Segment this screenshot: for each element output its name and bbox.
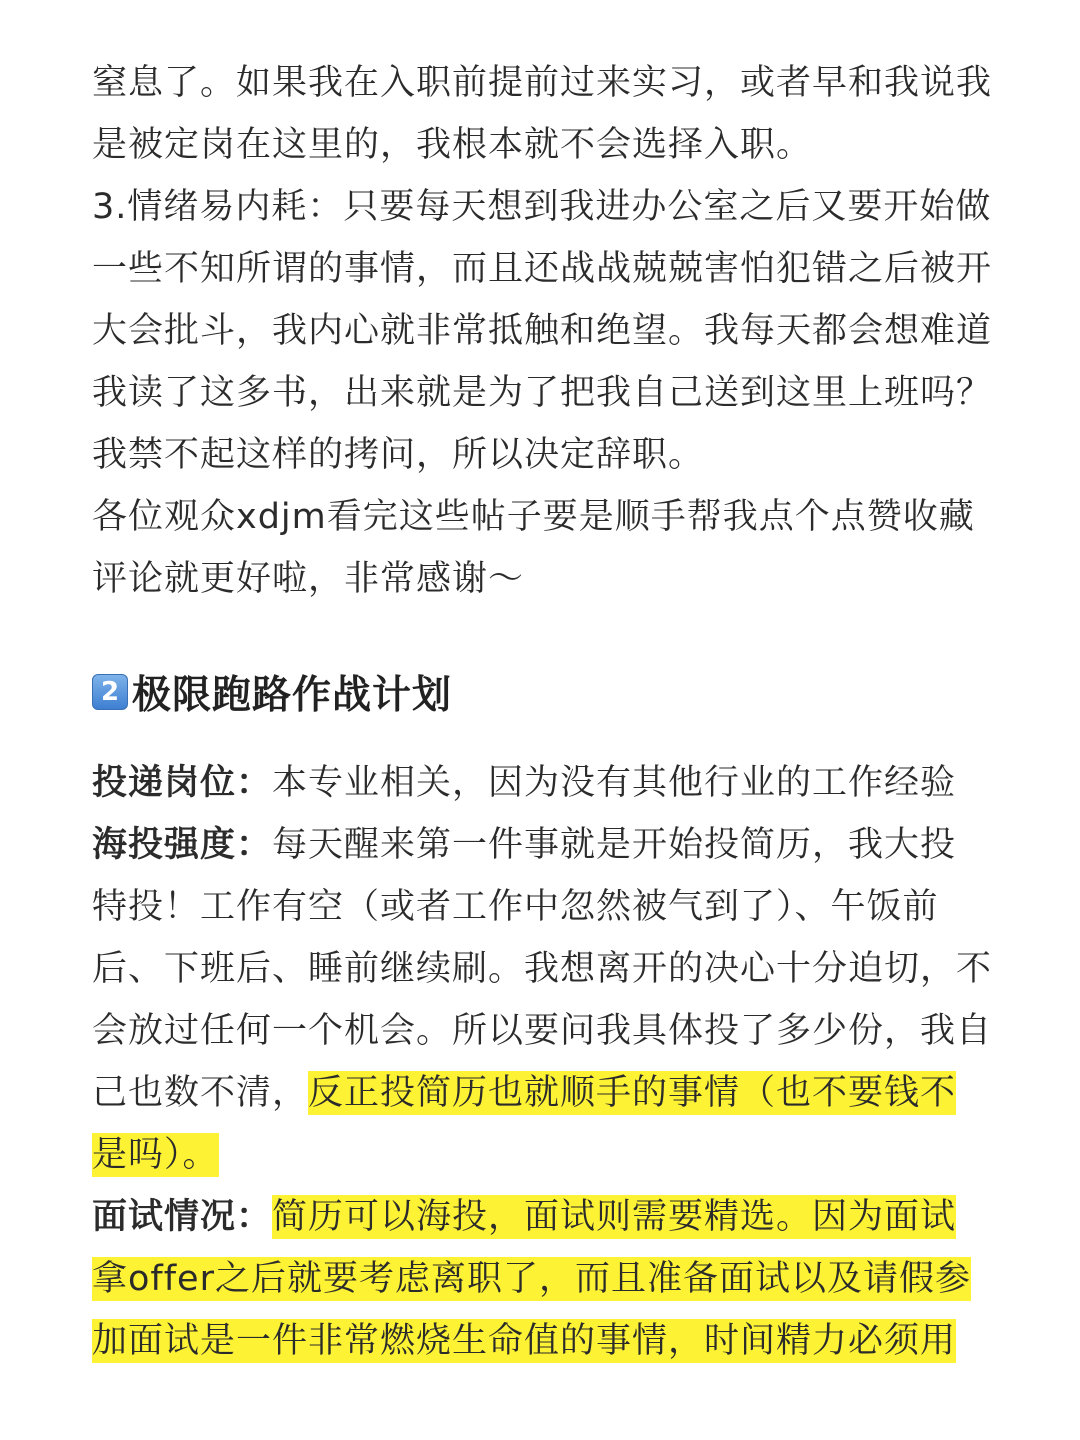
item-interview-label: 面试情况：: [92, 1197, 273, 1237]
paragraph-suffocated: 窒息了。如果我在入职前提前过来实习，或者早和我说我是被定岗在这里的，我根本就不会选择入职。: [92, 63, 993, 165]
item-intensity-highlight: 反正投简历也就顺手的事情（也不要钱不是吗）。: [92, 1073, 957, 1175]
item-intensity-text: 每天醒来第一件事就是开始投简历，我大投特投！工作有空（或者工作中忽然被气到了）、午饭前后、下班后、睡前继续刷。我想离开的决心十分迫切，不会放过任何一个机会。所以要问我具体投了多少份，我自己也数不清，: [92, 825, 993, 1113]
paragraph-call-to-action: 各位观众xdjm看完这些帖子要是顺手帮我点个点赞收藏评论就更好啦，非常感谢～: [92, 497, 975, 599]
item-position: [92, 752, 992, 814]
section-heading: [92, 662, 992, 722]
article-body: [92, 52, 992, 1372]
item-position-label: 投递岗位：: [92, 763, 273, 803]
item-intensity-label: 海投强度：: [92, 825, 273, 865]
keycap-two-icon: 2: [92, 674, 128, 710]
section-title: 极限跑路作战计划: [132, 673, 453, 718]
item-intensity: [92, 814, 992, 1186]
item-position-text: 本专业相关，因为没有其他行业的工作经验: [272, 763, 957, 803]
item-interview-highlight: 简历可以海投，面试则需要精选。因为面试拿offer之后就要考虑离职了，而且准备面试以及请假参加面试是一件非常燃烧生命值的事情，时间精力必须用: [92, 1197, 971, 1361]
paragraph-emotional-drain: 3.情绪易内耗：只要每天想到我进办公室之后又要开始做一些不知所谓的事情，而且还战战兢兢害怕犯错之后被开大会批斗，我内心就非常抵触和绝望。我每天都会想难道我读了这多书，出来就是为了把我自己送到这里上班吗？我禁不起这样的拷问，所以决定辞职。: [92, 187, 993, 475]
item-interview: [92, 1186, 992, 1372]
